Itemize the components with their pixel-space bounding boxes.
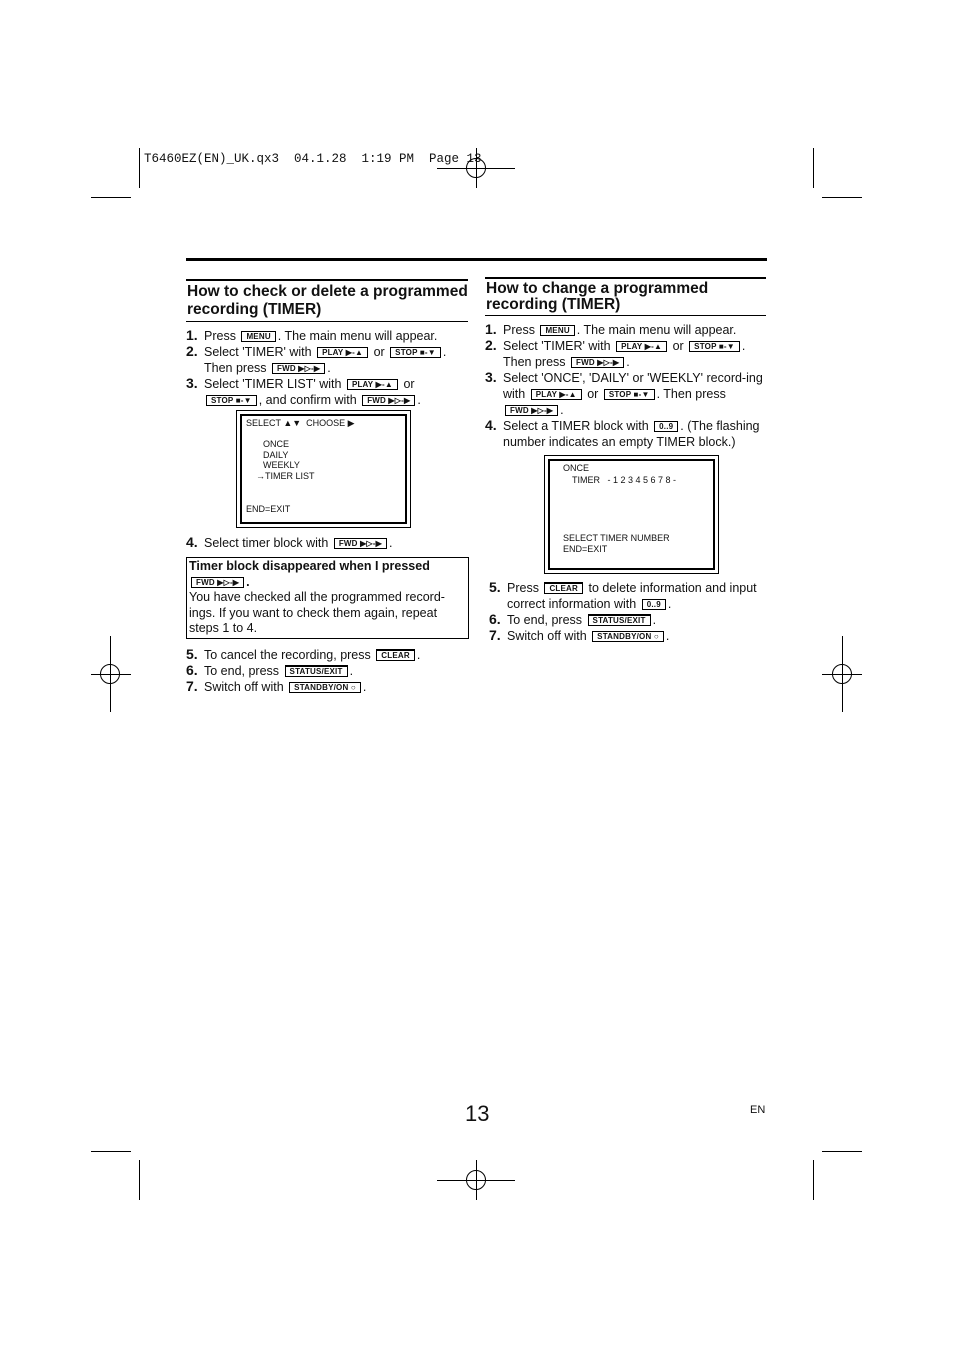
step-5: 5. Press CLEAR to delete information and input correct information with 0..9 .	[489, 579, 757, 611]
menu-key: MENU	[540, 325, 574, 336]
screen-timer-blocks: TIMER - 1 2 3 4 5 6 7 8 -	[572, 475, 677, 485]
crop-mark	[139, 1160, 140, 1200]
status-exit-key: STATUS/EXIT	[285, 665, 348, 677]
stop-key: STOP ■-▼	[689, 341, 740, 352]
status-exit-key: STATUS/EXIT	[588, 614, 651, 626]
menu-key: MENU	[241, 331, 275, 342]
section-heading: How to change a programmed recording (TIMER)	[485, 277, 766, 316]
crop-mark	[822, 197, 862, 198]
step-4: 4. Select a TIMER block with 0..9 . (The flashing number indicates an empty TIMER block.)	[485, 417, 760, 449]
tip-body: You have checked all the programmed record-ings. If you want to check them again, repeat steps 1 to 4.	[189, 590, 445, 635]
screen-item-selected: →TIMER LIST	[256, 471, 315, 481]
left-column	[186, 279, 468, 408]
timer-screen	[544, 455, 719, 574]
play-key: PLAY ▶-▲	[616, 341, 667, 352]
left-column-continued	[186, 535, 468, 551]
standby-key: STANDBY/ON ○	[289, 682, 361, 693]
step-7: 7. Switch off with STANDBY/ON ○ .	[186, 678, 367, 694]
top-rule	[186, 258, 767, 261]
digit-key: 0..9	[654, 421, 678, 432]
standby-key: STANDBY/ON ○	[592, 631, 664, 642]
tip-box: Timer block disappeared when I pressed FWD ▶▷-▶ . You have checked all the programmed record-ings. If you want to check them again, repeat steps 1 to 4.	[186, 557, 469, 639]
play-key: PLAY ▶-▲	[347, 379, 398, 390]
language-tag: EN	[750, 1104, 766, 1116]
stop-key: STOP ■-▼	[390, 347, 441, 358]
menu-screen	[236, 410, 411, 528]
step-1: 1. Press MENU . The main menu will appear.	[485, 321, 737, 337]
right-column-end	[489, 580, 767, 644]
fwd-key: FWD ▶▷-▶	[571, 357, 624, 368]
screen-item: ONCE	[263, 439, 290, 449]
fwd-key: FWD ▶▷-▶	[505, 405, 558, 416]
screen-item: WEEKLY	[263, 460, 300, 470]
play-key: PLAY ▶-▲	[531, 389, 582, 400]
registration-circle	[832, 664, 852, 684]
fwd-key: FWD ▶▷-▶	[362, 395, 415, 406]
screen-mode: ONCE	[563, 463, 590, 473]
crop-mark	[813, 1160, 814, 1200]
stop-key: STOP ■-▼	[604, 389, 655, 400]
screen-footer: END=EXIT	[246, 504, 291, 514]
tip-title: Timer block disappeared when I pressed	[189, 559, 430, 573]
right-column	[485, 277, 766, 450]
screen-instruction: SELECT TIMER NUMBER	[563, 533, 670, 543]
crop-mark	[822, 1151, 862, 1152]
page-number: 13	[465, 1101, 490, 1126]
screen-header: SELECT ▲▼ CHOOSE ▶	[246, 418, 355, 428]
fwd-key: FWD ▶▷-▶	[272, 363, 325, 374]
section-heading: How to check or delete a programmed recording (TIMER)	[186, 279, 468, 322]
step-2: 2. Select 'TIMER' with PLAY ▶-▲ or STOP ■-▼ . Then press FWD ▶▷-▶ .	[485, 337, 746, 369]
step-4: 4. Select timer block with FWD ▶▷-▶ .	[186, 534, 393, 550]
step-5: 5. To cancel the recording, press CLEAR .	[186, 646, 421, 662]
step-6: 6. To end, press STATUS/EXIT .	[489, 611, 657, 627]
step-6: 6. To end, press STATUS/EXIT .	[186, 662, 354, 678]
step-1: 1. Press MENU . The main menu will appear.	[186, 327, 438, 343]
step-7: 7. Switch off with STANDBY/ON ○ .	[489, 627, 670, 643]
fwd-key: FWD ▶▷-▶	[334, 538, 387, 549]
print-slug: T6460EZ(EN)_UK.qx3 04.1.28 1:19 PM Page 13	[144, 152, 482, 166]
left-column-end	[186, 647, 468, 695]
clear-key: CLEAR	[376, 649, 415, 661]
clear-key: CLEAR	[544, 582, 583, 594]
digit-key: 0..9	[642, 599, 666, 610]
crop-mark	[91, 1151, 131, 1152]
stop-key: STOP ■-▼	[206, 395, 257, 406]
crop-mark	[813, 148, 814, 188]
registration-circle	[466, 1170, 486, 1190]
step-3: 3. Select 'ONCE', 'DAILY' or 'WEEKLY' record-ing with PLAY ▶-▲ or STOP ■-▼ . Then press FWD ▶▷-▶ .	[485, 369, 763, 417]
fwd-key: FWD ▶▷-▶	[191, 577, 244, 588]
screen-footer: END=EXIT	[563, 544, 608, 554]
step-2: 2. Select 'TIMER' with PLAY ▶-▲ or STOP ■-▼ . Then press FWD ▶▷-▶ .	[186, 343, 447, 375]
registration-circle	[100, 664, 120, 684]
crop-mark	[139, 148, 140, 188]
crop-mark	[91, 197, 131, 198]
step-3: 3. Select 'TIMER LIST' with PLAY ▶-▲ or STOP ■-▼ , and confirm with FWD ▶▷-▶ .	[186, 375, 421, 407]
play-key: PLAY ▶-▲	[317, 347, 368, 358]
screen-item: DAILY	[263, 450, 289, 460]
